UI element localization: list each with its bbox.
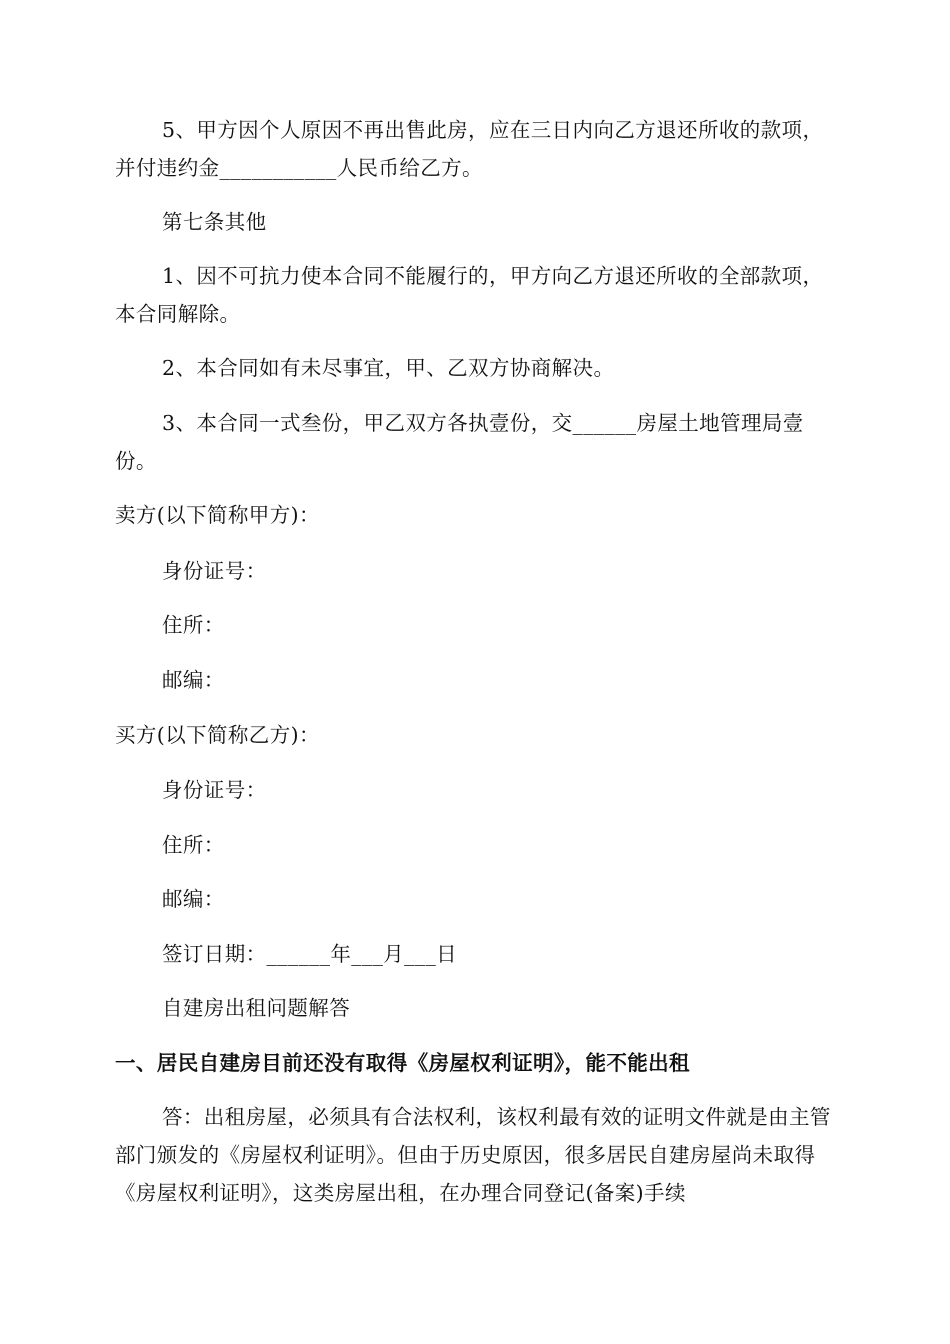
clause7-title: 第七条其他 bbox=[162, 210, 267, 234]
seller-id-label: 身份证号： bbox=[162, 559, 267, 583]
clause7-item2: 2、本合同如有未尽事宜，甲、乙双方协商解决。 bbox=[162, 356, 615, 380]
clause6-item5: 5、甲方因个人原因不再出售此房，应在三日内向乙方退还所收的款项，并付违约金___________人民币给乙方。 bbox=[115, 118, 824, 180]
seller-address-label: 住所： bbox=[162, 613, 225, 637]
buyer-address-label: 住所： bbox=[162, 833, 225, 857]
buyer-heading: 买方(以下简称乙方)： bbox=[115, 723, 320, 747]
buyer-zip-label: 邮编： bbox=[162, 887, 225, 911]
seller-zip-label: 邮编： bbox=[162, 668, 225, 692]
sign-date: 签订日期：______年___月___日 bbox=[162, 942, 457, 966]
seller-heading: 卖方(以下简称甲方)： bbox=[115, 503, 320, 527]
buyer-id-label: 身份证号： bbox=[162, 778, 267, 802]
clause7-item3: 3、本合同一式叁份，甲乙双方各执壹份，交______房屋土地管理局壹份。 bbox=[115, 411, 804, 473]
faq-q1-answer: 答：出租房屋，必须具有合法权利，该权利最有效的证明文件就是由主管部门颁发的《房屋权利证明》。但由于历史原因，很多居民自建房屋尚未取得《房屋权利证明》，这类房屋出租，在办理合同登记(备案)手续 bbox=[115, 1105, 831, 1205]
clause7-item1: 1、因不可抗力使本合同不能履行的，甲方向乙方退还所收的全部款项，本合同解除。 bbox=[115, 264, 824, 326]
faq-q1-heading: 一、居民自建房目前还没有取得《房屋权利证明》，能不能出租 bbox=[115, 1051, 690, 1075]
faq-title: 自建房出租问题解答 bbox=[162, 996, 351, 1020]
